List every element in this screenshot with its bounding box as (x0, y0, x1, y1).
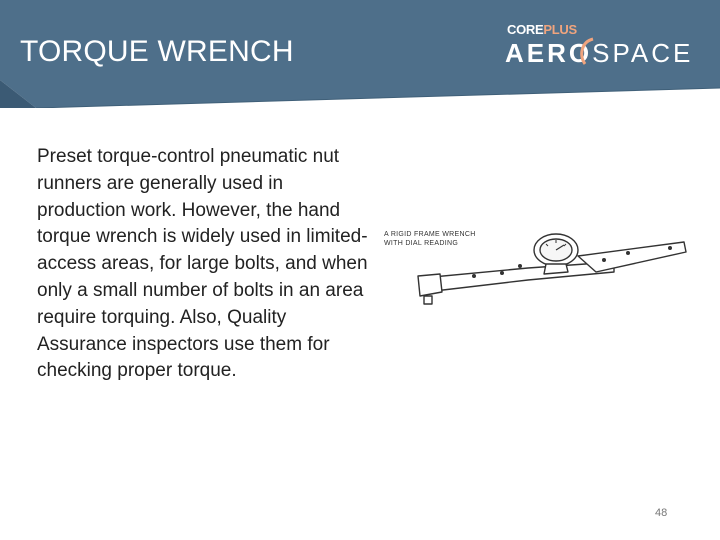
page-number: 48 (655, 507, 668, 519)
logo-aero: AERO (505, 38, 593, 68)
torque-wrench-figure (378, 226, 698, 322)
figure-caption-line1: A RIGID FRAME WRENCH (384, 231, 476, 238)
logo-space: SPACE (592, 38, 694, 68)
torque-wrench-illustration (378, 226, 698, 322)
logo-top-text (507, 22, 577, 38)
figure-caption-line2: WITH DIAL READING (384, 240, 459, 247)
body-paragraph: Preset torque-control pneumatic nut runners are generally used in production work. However, the hand torque wrench is widely used in limited-access areas, for large bolts, and when only a small number of bolts in an area require torquing. Also, Quality Assurance inspectors use them for checking proper torque. (37, 146, 368, 382)
logo-core: CORE (507, 22, 544, 37)
logo-swoosh-icon (573, 36, 603, 66)
logo-plus: PLUS (543, 22, 577, 37)
coreplus-aerospace-logo (503, 22, 703, 70)
slide-title: TORQUE WRENCH (20, 35, 294, 68)
